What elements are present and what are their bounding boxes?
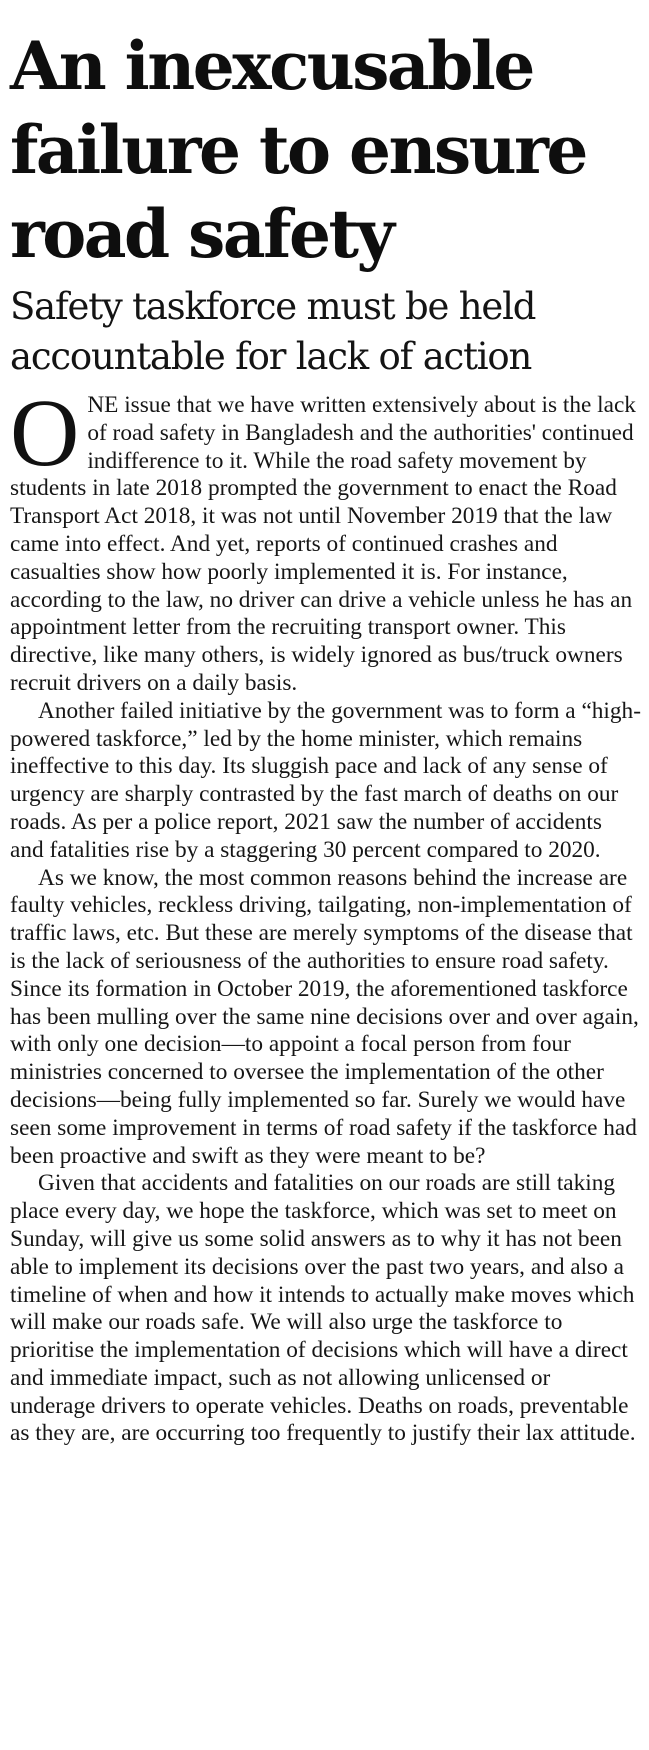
paragraph-3: As we know, the most common reasons behind the increase are faulty vehicles, reckless driving, tailgating, non-implementation of traffic laws, etc. But these are merely symptoms of the disease that is the lack of seriousness of the authorities to ensure road safety. Since its formation in October 2019, the aforementioned taskforce has been mulling over the same nine decisions over and over again, with only one decision—to appoint a focal person from four ministries concerned to oversee the implementation of the other decisions—being fully implemented so far. Surely we would have seen some improvement in terms of road safety if the taskforce had been proactive and swift as they were meant to be?	[10, 864, 639, 1169]
subheadline: Safety taskforce must be held accountable for lack of action	[10, 285, 536, 378]
paragraph-1	[10, 379, 641, 698]
article-body	[10, 379, 641, 1448]
headline: An inexcusable failure to ensure road safety	[10, 27, 586, 273]
drop-cap: O	[10, 379, 80, 486]
paragraph-2: Another failed initiative by the government was to form a “high-powered taskforce,” led by the home minister, which remains ineffective to this day. Its sluggish pace and lack of any sense of urgency are sharply contrasted by the fast march of deaths on our roads. As per a police report, 2021 saw the number of accidents and fatalities rise by a staggering 30 percent compared to 2020.	[10, 697, 641, 863]
paragraph-1-text: NE issue that we have written extensively about is the lack of road safety in Bangladesh and the authorities' continued indifference to it. While the road safety movement by students in late 2018 prompted the government to enact the Road Transport Act 2018, it was not until November 2019 that the law came into effect. And yet, reports of continued crashes and casualties show how poorly implemented it is. For instance, according to the law, no driver can drive a vehicle unless he has an appointment letter from the recruiting transport owner. This directive, like many others, is widely ignored as bus/truck owners recruit drivers on a daily basis.	[10, 392, 636, 696]
paragraph-4: Given that accidents and fatalities on our roads are still taking place every day, we hope the taskforce, which was set to meet on Sunday, will give us some solid answers as to why it has not been able to implement its decisions over the past two years, and also a timeline of when and how it intends to actually make moves which will make our roads safe. We will also urge the taskforce to prioritise the implementation of decisions which will have a direct and immediate impact, such as not allowing unlicensed or underage drivers to operate vehicles. Deaths on roads, preventable as they are, are occurring too frequently to justify their lax attitude.	[10, 1170, 636, 1447]
